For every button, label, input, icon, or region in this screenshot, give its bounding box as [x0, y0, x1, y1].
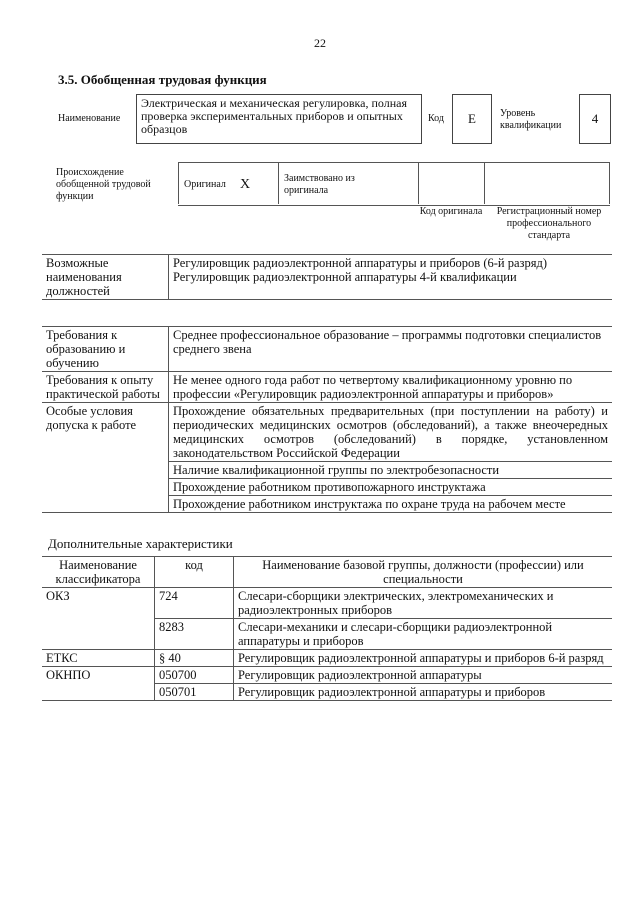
- req-education-label: Требования к образованию и обучению: [42, 327, 169, 372]
- code-original-label: Код оригинала: [419, 206, 483, 217]
- level-value: 4: [579, 94, 611, 144]
- code-cell: 8283: [155, 619, 234, 650]
- req-education-value: Среднее профессиональное образование – программы подготовки специалистов среднего звена: [169, 327, 613, 372]
- table-row: [42, 588, 612, 619]
- additional-table: [42, 556, 612, 701]
- col-header-classifier: Наименование классификатора: [42, 557, 155, 588]
- req-special-label: Особые условия допуска к работе: [42, 403, 169, 513]
- code-cell: 050700: [155, 667, 234, 684]
- col-header-name: Наименование базовой группы, должности (профессии) или специальности: [234, 557, 613, 588]
- req-special-value: Прохождение работником инструктажа по охране труда на рабочем месте: [169, 496, 613, 513]
- reg-number-label: Регистрационный номер профессионального стандарта: [496, 206, 602, 241]
- possible-title: Регулировщик радиоэлектронной аппаратуры 4-й квалификации: [173, 270, 517, 284]
- section-title: 3.5. Обобщенная трудовая функция: [58, 72, 267, 87]
- code-cell: 724: [155, 588, 234, 619]
- name-cell: Слесари-сборщики электрических, электромеханических и радиоэлектронных приборов: [234, 588, 613, 619]
- original-mark: X: [240, 177, 251, 192]
- origin-divider-left: [178, 162, 179, 204]
- req-special-value: Наличие квалификационной группы по электробезопасности: [169, 462, 613, 479]
- req-experience-label: Требования к опыту практической работы: [42, 372, 169, 403]
- possible-title: Регулировщик радиоэлектронной аппаратуры и приборов (6-й разряд): [173, 256, 547, 270]
- req-experience-value: Не менее одного года работ по четвертому квалификационному уровню по профессии «Регулировщик радиоэлектронной аппаратуры и приборов»: [169, 372, 613, 403]
- origin-divider-1: [278, 162, 279, 204]
- requirements-table: [42, 326, 612, 513]
- possible-titles-label: Возможные наименования должностей: [42, 255, 169, 300]
- additional-title: Дополнительные характеристики: [48, 536, 233, 551]
- origin-divider-right: [609, 162, 610, 204]
- classifier-cell: ОКНПО: [42, 667, 155, 701]
- table-row: [42, 667, 612, 684]
- classifier-cell: ОКЗ: [42, 588, 155, 650]
- name-value: Электрическая и механическая регулировка, полная проверка экспериментальных приборов и опытных образцов: [136, 94, 422, 144]
- code-cell: § 40: [155, 650, 234, 667]
- name-cell: Слесари-механики и слесари-сборщики радиоэлектронной аппаратуры и приборов: [234, 619, 613, 650]
- name-cell: Регулировщик радиоэлектронной аппаратуры и приборов 6-й разряд: [234, 650, 613, 667]
- name-cell: Регулировщик радиоэлектронной аппаратуры: [234, 667, 613, 684]
- req-special-value: Прохождение работником противопожарного инструктажа: [169, 479, 613, 496]
- classifier-cell: ЕТКС: [42, 650, 155, 667]
- name-cell: Регулировщик радиоэлектронной аппаратуры и приборов: [234, 684, 613, 701]
- possible-titles-table: [42, 254, 612, 300]
- level-label: Уровень квалификации: [500, 108, 562, 131]
- page-number: 22: [314, 36, 326, 50]
- code-label: Код: [428, 113, 444, 124]
- name-label: Наименование: [58, 113, 121, 124]
- borrowed-label: Заимствовано из оригинала: [284, 173, 355, 196]
- col-header-code: код: [155, 557, 234, 588]
- origin-label: Происхождение обобщенной трудовой функции: [56, 167, 151, 202]
- origin-divider-2: [418, 162, 419, 204]
- code-value: E: [452, 94, 492, 144]
- possible-titles-values: [169, 255, 613, 300]
- original-label: Оригинал: [184, 179, 226, 190]
- origin-divider-3: [484, 162, 485, 204]
- code-cell: 050701: [155, 684, 234, 701]
- table-row: [42, 650, 612, 667]
- req-special-value: Прохождение обязательных предварительных (при поступлении на работу) и периодических медицинских осмотров (обследований), а также внеочередных медицинских осмотров (обследований) в порядке, установленном законодательством Российской Федерации: [169, 403, 613, 462]
